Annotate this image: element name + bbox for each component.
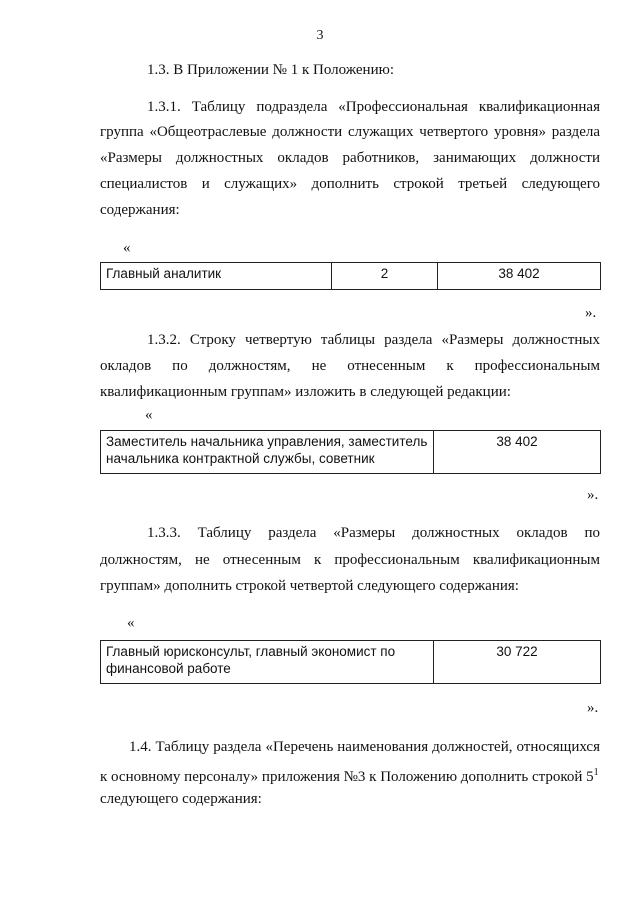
table-1-level: 2 [332,263,438,290]
paragraph-1-3-2-line-3: квалификационным группам» изложить в следующей редакции: [100,384,511,400]
close-quote-2: ». [587,487,599,503]
paragraph-1-4-line-2-text: к основному персоналу» приложения №3 к Положению дополнить строкой 5 [100,769,594,785]
paragraph-1-3-3-line-3: группам» дополнить строкой четвертой следующего содержания: [100,578,519,594]
table-3-position-line-1: Главный юрисконсульт, главный экономист по [106,644,396,659]
table-3 [100,640,601,684]
paragraph-1-4-line-2 [100,763,599,787]
paragraph-1-3-1-line-2: группа «Общеотраслевые должности служащих четвертого уровня» раздела [100,124,600,140]
table-row [101,641,601,684]
table-2-position-line-1: Заместитель начальника управления, заместитель [106,434,428,449]
open-quote-3: « [127,615,135,631]
table-1-salary: 38 402 [438,263,601,290]
paragraph-1-3-1-line-5: содержания: [100,202,180,218]
table-row [101,263,601,290]
close-quote-3: ». [587,700,599,716]
paragraph-1-3-2-line-2: окладов по должностям, не отнесенным к профессиональным [100,358,600,374]
paragraph-1-3-3-line-1: 1.3.3. Таблицу раздела «Размеры должностных окладов по [147,525,600,541]
paragraph-1-4-line-3: следующего содержания: [100,791,262,807]
close-quote-1: ». [585,305,597,321]
open-quote-1: « [123,240,131,256]
paragraph-1-3-1-line-4: специалистов и служащих» дополнить строкой третьей следующего [100,176,600,192]
paragraph-1-3-2-line-1: 1.3.2. Строку четвертую таблицы раздела «Размеры должностных [147,332,600,348]
paragraph-1-3-1-line-1: 1.3.1. Таблицу подраздела «Профессиональная квалификационная [147,99,600,115]
page-number: 3 [316,28,324,43]
table-1-position: Главный аналитик [101,263,332,290]
table-1 [100,262,601,290]
table-2-salary: 38 402 [434,431,601,474]
paragraph-1-4-line-1: 1.4. Таблицу раздела «Перечень наименования должностей, относящихся [129,739,600,755]
table-3-salary: 30 722 [434,641,601,684]
section-1-3-heading: 1.3. В Приложении № 1 к Положению: [147,62,394,78]
paragraph-1-3-3-line-2: должностям, не отнесенным к профессиональным квалификационным [100,552,600,568]
superscript-1: 1 [593,767,599,778]
table-2 [100,430,601,474]
table-3-position-line-2: финансовой работе [106,661,231,676]
table-3-position [101,641,434,684]
table-row [101,431,601,474]
open-quote-2: « [145,407,153,423]
table-2-position [101,431,434,474]
paragraph-1-3-1-line-3: «Размеры должностных окладов работников, занимающих должности [100,150,600,166]
table-2-position-line-2: начальника контрактной службы, советник [106,451,375,466]
